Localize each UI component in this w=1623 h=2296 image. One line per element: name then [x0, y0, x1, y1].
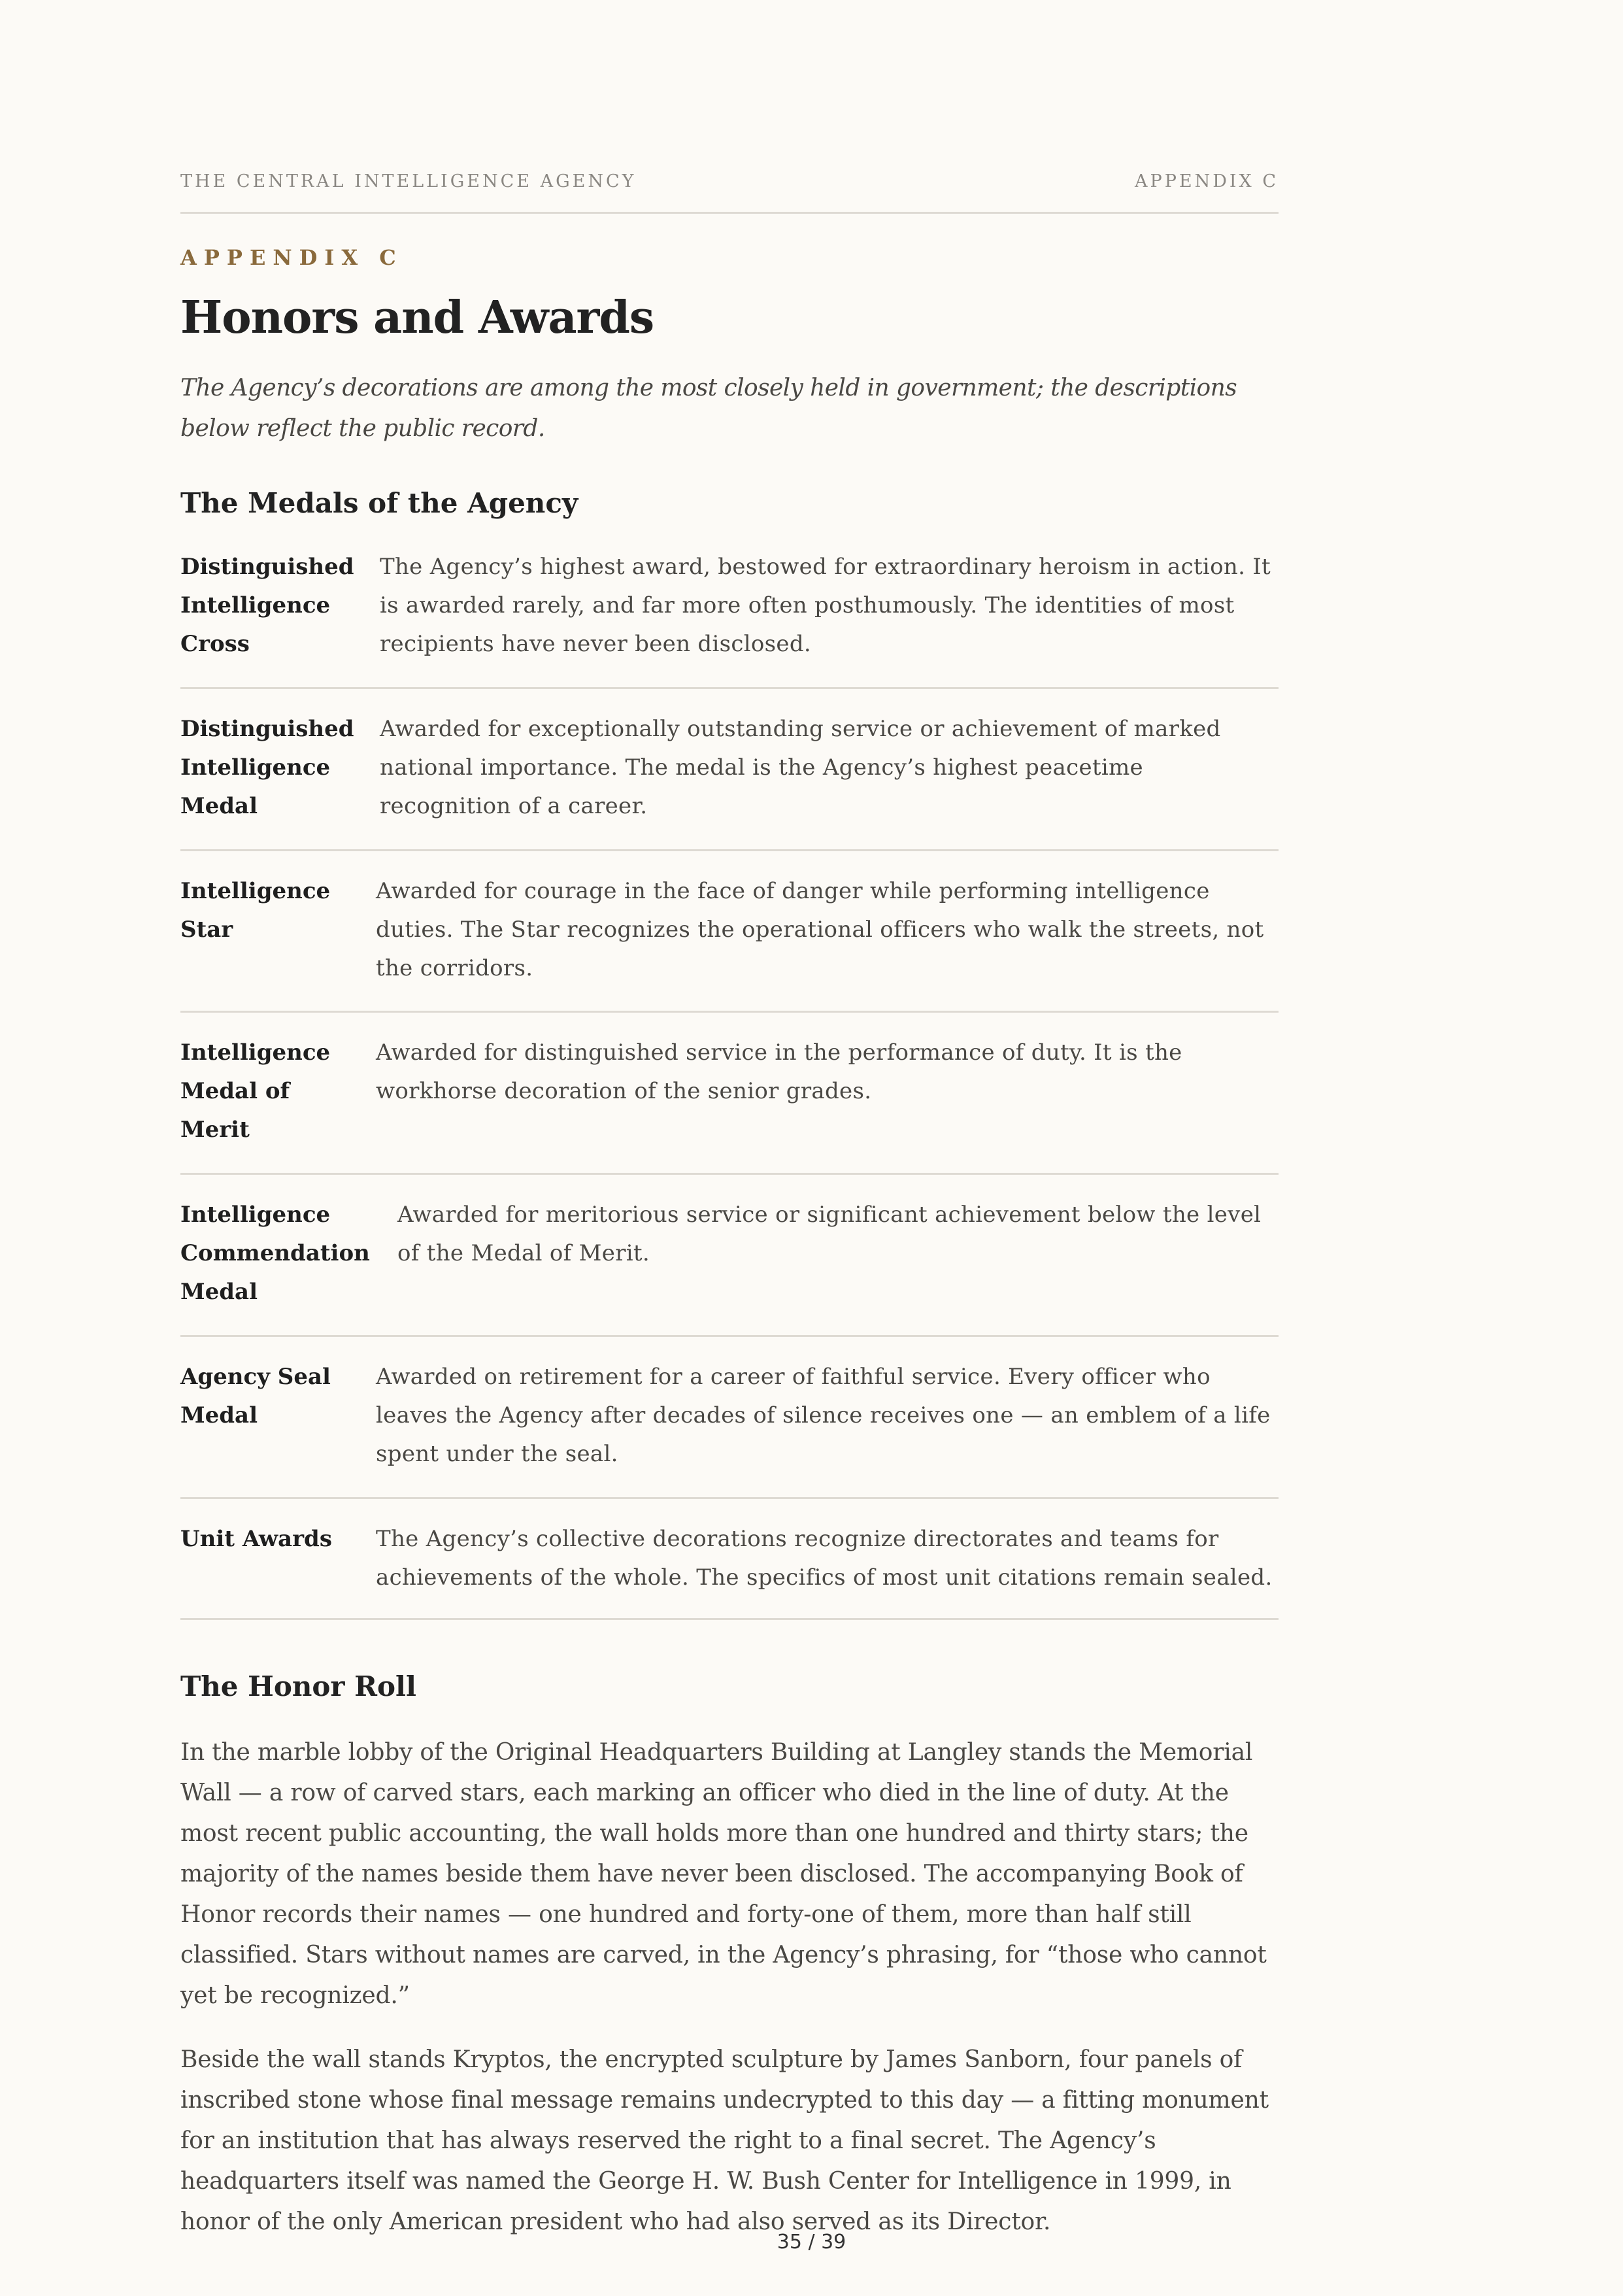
- body-paragraph: In the marble lobby of the Original Headquarters Building at Langley stands the Memorial Wall — a row of carved stars, each marking an officer who died in the line of duty. At the most recent public accounting, the wall holds more than one hundred and thirty stars; the majority of the names beside them have never been disclosed. The accompanying Book of Honor records their names — one hundred and forty-one of them, more than half still classified. Stars without names are carved, in the Agency’s phrasing, for “those who cannot yet be recognized.”: [180, 1739, 1267, 2009]
- running-head-right: APPENDIX C: [1135, 171, 1279, 192]
- medal-description: Awarded on retirement for a career of faithful service. Every officer who leaves the Agency after decades of silence receives one — an emblem of a life spent under the seal.: [376, 1364, 1271, 1467]
- medal-description: Awarded for courage in the face of danger while performing intelligence duties. The Star recognizes the operational officers who walk the streets, not the corridors.: [376, 878, 1264, 981]
- medal-name: Intelligence Commendation Medal: [180, 1202, 370, 1305]
- page-number: 35 / 39: [777, 2231, 846, 2254]
- medal-description: Awarded for exceptionally outstanding service or achievement of marked national importance. The medal is the Agency’s highest peacetime recognition of a career.: [380, 716, 1221, 819]
- medal-name: Intelligence Medal of Merit: [180, 1039, 331, 1143]
- medal-row: [180, 1013, 1279, 1175]
- running-head: [180, 171, 1279, 214]
- medal-name: Distinguished Intelligence Cross: [180, 554, 354, 657]
- medal-row: [180, 1175, 1279, 1337]
- body-paragraph: Beside the wall stands Kryptos, the encrypted sculpture by James Sanborn, four panels of inscribed stone whose final message remains undecrypted to this day — a fitting monument for an institution that has always reserved the right to a final secret. The Agency’s headquarters itself was named the George H. W. Bush Center for Intelligence in 1999, in honor of the only American president who had also served as its Director.: [180, 2046, 1269, 2235]
- honor-roll-heading: The Honor Roll: [180, 1670, 416, 1702]
- medal-name: Intelligence Star: [180, 878, 331, 943]
- page-title: Honors and Awards: [180, 292, 654, 344]
- medal-description: Awarded for meritorious service or significant achievement below the level of the Medal of Merit.: [397, 1202, 1262, 1266]
- medal-row: [180, 1337, 1279, 1499]
- medals-heading: The Medals of the Agency: [180, 487, 578, 519]
- medal-description: The Agency’s highest award, bestowed for extraordinary heroism in action. It is awarded rarely, and far more often posthumously. The identities of most recipients have never been disclosed.: [380, 554, 1271, 657]
- medal-description: Awarded for distinguished service in the performance of duty. It is the workhorse decoration of the senior grades.: [376, 1039, 1182, 1104]
- section-kicker: APPENDIX C: [180, 245, 403, 270]
- lede: The Agency’s decorations are among the most closely held in government; the descriptions below reflect the public record.: [180, 375, 1237, 442]
- medal-row: [180, 1499, 1279, 1620]
- medal-list: [180, 548, 1279, 1620]
- medal-name: Unit Awards: [180, 1526, 332, 1552]
- running-head-left: THE CENTRAL INTELLIGENCE AGENCY: [180, 171, 637, 192]
- medal-description: The Agency’s collective decorations recognize directorates and teams for achievements of the whole. The specifics of most unit citations remain sealed.: [376, 1526, 1273, 1591]
- medal-row: [180, 851, 1279, 1013]
- medal-row: [180, 689, 1279, 851]
- medal-name: Agency Seal Medal: [180, 1364, 331, 1428]
- medal-row: [180, 548, 1279, 689]
- medal-name: Distinguished Intelligence Medal: [180, 716, 354, 819]
